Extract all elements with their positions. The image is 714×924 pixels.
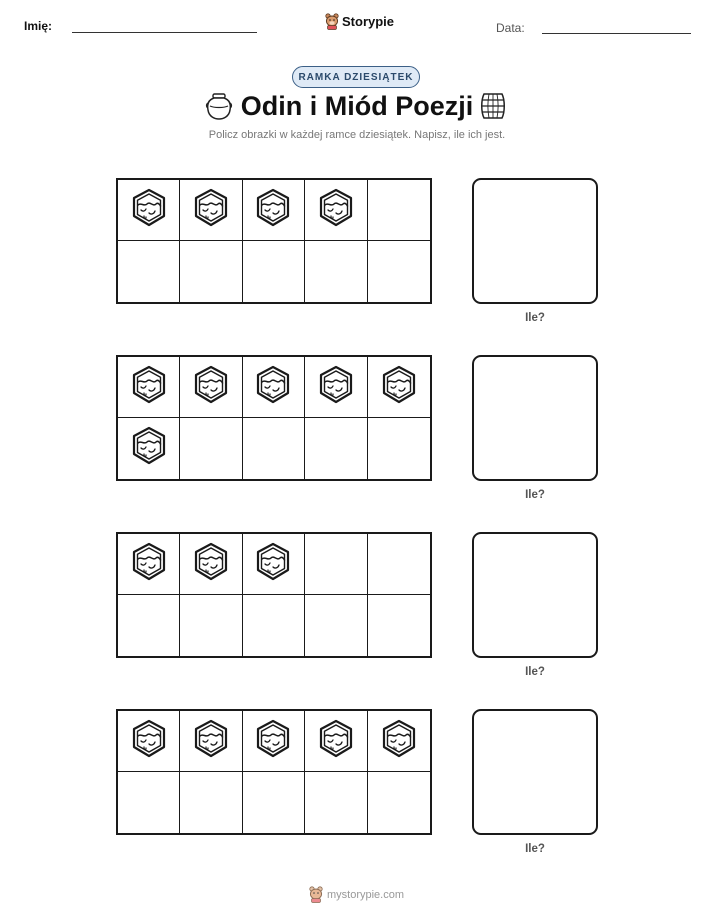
honey-jar-icon (255, 365, 291, 410)
ten-frame-cell (243, 241, 305, 302)
instructions: Policz obrazki w każdej ramce dziesiątek. Napisz, ile ich jest. (208, 129, 506, 141)
ten-frame-cell (118, 357, 180, 418)
ten-frame-4 (116, 709, 432, 835)
ten-frame-cell (180, 241, 242, 302)
ten-frame-cell (180, 534, 242, 595)
page-title: Odin i Miód Poezji (240, 91, 474, 121)
name-input-line[interactable] (72, 32, 257, 33)
answer-label-4: Ile? (525, 843, 545, 855)
ten-frame-cell (368, 418, 430, 479)
ten-frame-cell (368, 595, 430, 656)
ten-frame-cell (118, 595, 180, 656)
honey-jar-icon (193, 542, 229, 587)
honey-jar-icon (193, 365, 229, 410)
ten-frame-cell (243, 772, 305, 833)
answer-label-1: Ile? (525, 312, 545, 324)
answer-box-2[interactable] (472, 355, 598, 481)
ten-frame-1 (116, 178, 432, 304)
honey-jar-icon (318, 188, 354, 233)
ten-frame-cell (305, 180, 367, 241)
footer (309, 886, 404, 903)
brand (325, 13, 394, 30)
ten-frame-cell (368, 711, 430, 772)
answer-box-1[interactable] (472, 178, 598, 304)
ten-frame-cell (118, 241, 180, 302)
name-label: Imię: (24, 19, 53, 33)
ten-frame-cell (305, 241, 367, 302)
ten-frame-cell (305, 595, 367, 656)
ten-frame-cell (243, 357, 305, 418)
ten-frame-cell (305, 418, 367, 479)
ten-frame-cell (243, 534, 305, 595)
answer-label-2: Ile? (525, 489, 545, 501)
ten-frame-cell (305, 711, 367, 772)
honey-jar-icon (318, 719, 354, 764)
honey-jar-icon (381, 719, 417, 764)
ten-frame-cell (243, 595, 305, 656)
ten-frame-cell (180, 711, 242, 772)
storypie-logo-icon (325, 13, 339, 30)
honey-jar-icon (131, 188, 167, 233)
ten-frame-cell (305, 534, 367, 595)
ten-frame-cell (118, 772, 180, 833)
ten-frame-cell (368, 357, 430, 418)
ten-frame-cell (118, 418, 180, 479)
ten-frame-cell (305, 357, 367, 418)
ten-frame-cell (368, 772, 430, 833)
barrel-icon (478, 91, 508, 121)
honey-jar-icon (131, 542, 167, 587)
honey-jar-icon (255, 542, 291, 587)
honey-jar-icon (255, 719, 291, 764)
honey-jar-icon (131, 426, 167, 471)
ten-frame-cell (243, 711, 305, 772)
storypie-logo-icon (309, 886, 323, 903)
ten-frame-cell (180, 357, 242, 418)
worksheet-type-badge: RAMKA DZIESIĄTEK (292, 66, 420, 88)
footer-url: mystorypie.com (327, 888, 405, 901)
ten-frame-2 (116, 355, 432, 481)
ten-frame-cell (118, 534, 180, 595)
answer-label-3: Ile? (525, 666, 545, 678)
ten-frame-cell (243, 180, 305, 241)
honey-jar-icon (381, 365, 417, 410)
ten-frame-cell (118, 711, 180, 772)
honey-jar-icon (318, 365, 354, 410)
honey-jar-icon (193, 188, 229, 233)
honey-jar-icon (131, 365, 167, 410)
brand-name: Storypie (342, 14, 395, 29)
ten-frame-cell (368, 180, 430, 241)
ten-frame-3 (116, 532, 432, 658)
answer-box-4[interactable] (472, 709, 598, 835)
ten-frame-cell (368, 534, 430, 595)
date-label: Data: (496, 21, 525, 35)
honey-jar-icon (131, 719, 167, 764)
ten-frame-cell (368, 241, 430, 302)
honey-jar-icon (255, 188, 291, 233)
answer-box-3[interactable] (472, 532, 598, 658)
ten-frame-cell (180, 180, 242, 241)
date-input-line[interactable] (542, 33, 691, 34)
ten-frame-cell (180, 595, 242, 656)
ten-frame-cell (118, 180, 180, 241)
ten-frame-cell (243, 418, 305, 479)
ten-frame-cell (180, 772, 242, 833)
honey-jar-icon (193, 719, 229, 764)
ten-frame-cell (305, 772, 367, 833)
ten-frame-cell (180, 418, 242, 479)
